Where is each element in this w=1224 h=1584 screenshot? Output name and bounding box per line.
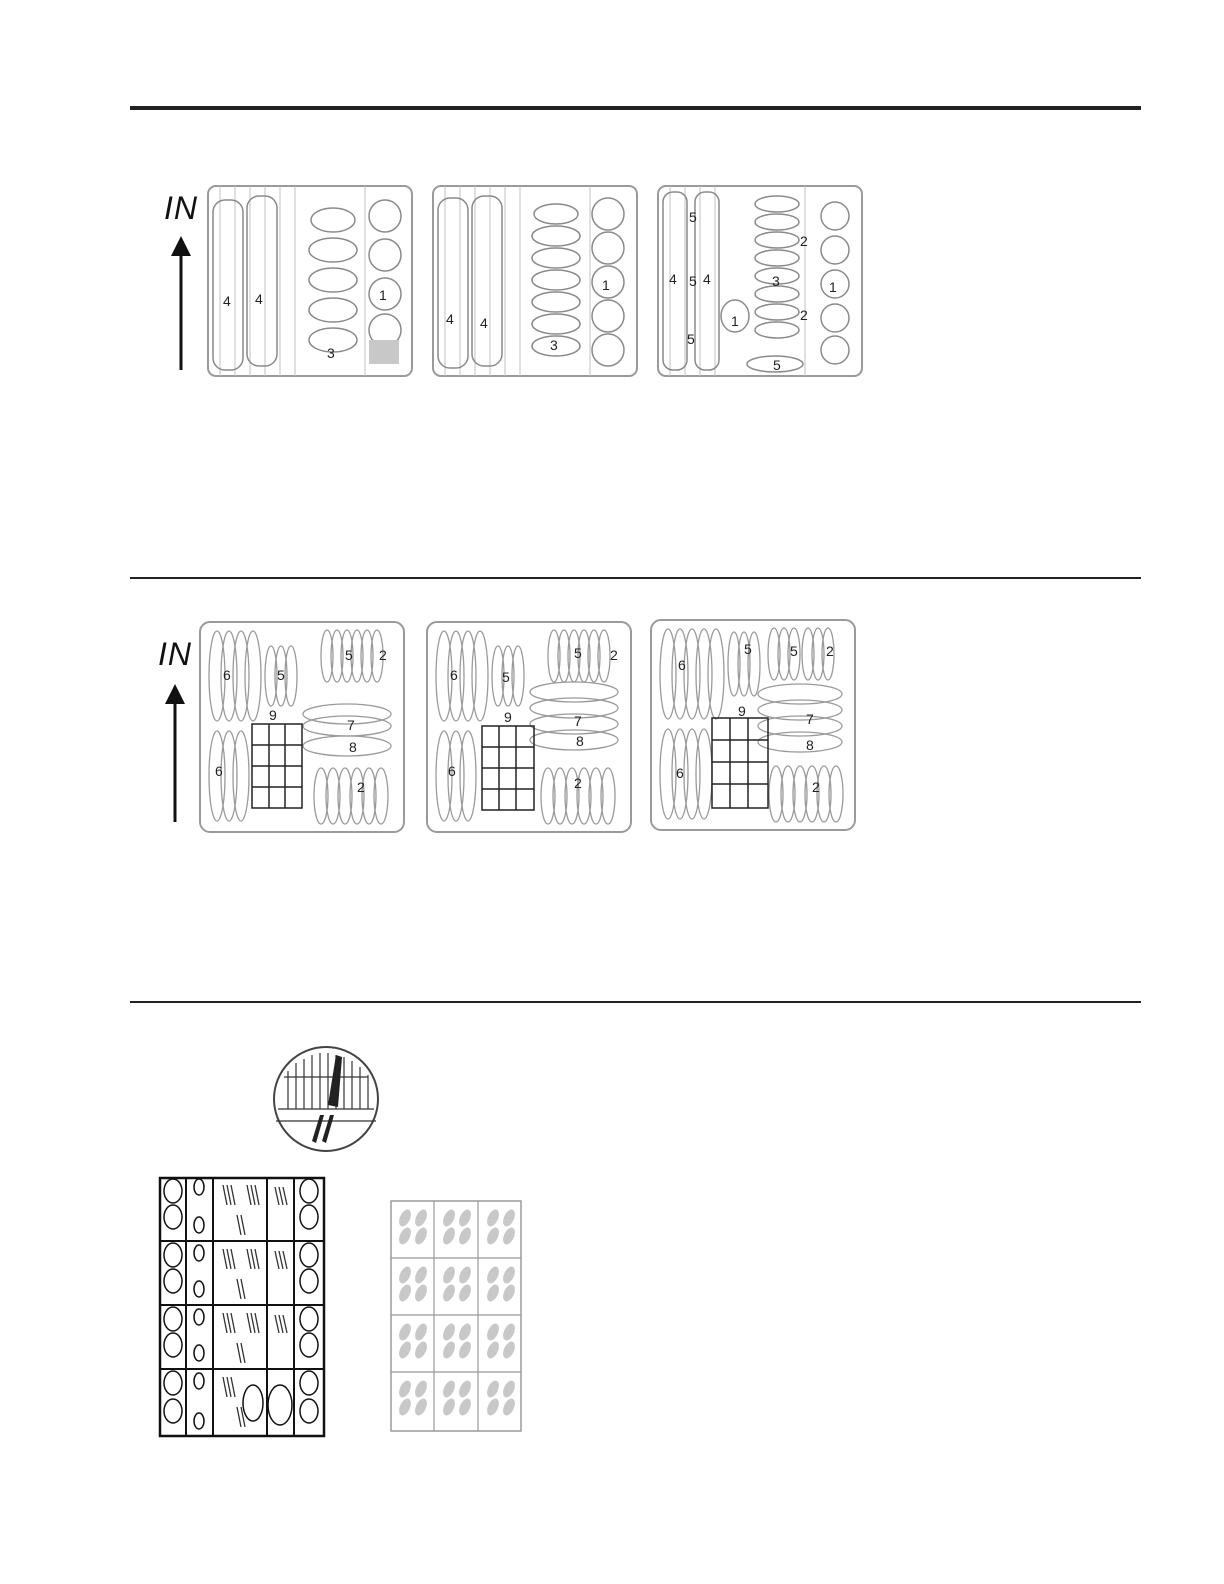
lower-rack-layout-1	[197, 616, 407, 836]
rack-label: 4	[480, 315, 488, 331]
rack-label: 4	[255, 291, 263, 307]
rack-label: 5	[502, 669, 510, 685]
rack-label: 3	[327, 345, 335, 361]
cutlery-basket-loaded	[157, 1175, 327, 1439]
in-direction-label: IN	[158, 636, 192, 672]
rack-label: 5	[574, 645, 582, 661]
cutlery-detail-magnifier-icon	[268, 1045, 384, 1155]
rack-label: 2	[826, 643, 834, 659]
cutlery-basket-empty	[390, 1200, 522, 1432]
rack-label: 5	[689, 273, 697, 289]
rack-label: 1	[602, 277, 610, 293]
rack-label: 5	[345, 647, 353, 663]
section-divider-lower-rack	[130, 577, 1141, 579]
rack-label: 3	[550, 337, 558, 353]
rack-label: 9	[269, 707, 277, 723]
rack-label: 7	[347, 717, 355, 733]
rack-label: 1	[829, 279, 837, 295]
lower-rack-layout-2	[424, 616, 634, 836]
rack-label: 2	[379, 647, 387, 663]
rack-label: 7	[574, 713, 582, 729]
rack-label: 4	[669, 271, 677, 287]
upper-rack-layout-2	[430, 180, 640, 380]
section-divider-cutlery	[130, 1001, 1141, 1003]
lower-rack-layout-3	[648, 614, 858, 834]
rack-label: 2	[574, 775, 582, 791]
rack-label: 5	[790, 643, 798, 659]
rack-label: 6	[678, 657, 686, 673]
rack-label: 2	[800, 307, 808, 323]
upper-rack-layout-1	[205, 180, 415, 380]
rack-label: 6	[223, 667, 231, 683]
header-rule	[130, 106, 1141, 110]
rack-label: 9	[738, 703, 746, 719]
rack-label: 7	[806, 711, 814, 727]
in-direction-arrow-icon	[162, 682, 188, 824]
in-direction-label: IN	[164, 190, 198, 226]
rack-label: 9	[504, 709, 512, 725]
rack-label: 8	[349, 739, 357, 755]
rack-label: 2	[800, 233, 808, 249]
rack-label: 2	[812, 779, 820, 795]
rack-label: 1	[731, 313, 739, 329]
rack-label: 3	[772, 273, 780, 289]
rack-label: 5	[773, 357, 781, 373]
rack-label: 4	[703, 271, 711, 287]
rack-label: 4	[223, 293, 231, 309]
rack-label: 5	[689, 209, 697, 225]
rack-label: 1	[379, 287, 387, 303]
rack-label: 8	[576, 733, 584, 749]
rack-label: 2	[357, 779, 365, 795]
rack-label: 6	[676, 765, 684, 781]
rack-label: 5	[687, 331, 695, 347]
rack-label: 6	[448, 763, 456, 779]
rack-label: 2	[610, 647, 618, 663]
rack-label: 5	[744, 641, 752, 657]
rack-label: 6	[450, 667, 458, 683]
rack-label: 8	[806, 737, 814, 753]
rack-label: 5	[277, 667, 285, 683]
rack-label: 6	[215, 763, 223, 779]
rack-label: 4	[446, 311, 454, 327]
upper-rack-layout-3	[655, 180, 865, 380]
in-direction-arrow-icon	[168, 234, 194, 372]
